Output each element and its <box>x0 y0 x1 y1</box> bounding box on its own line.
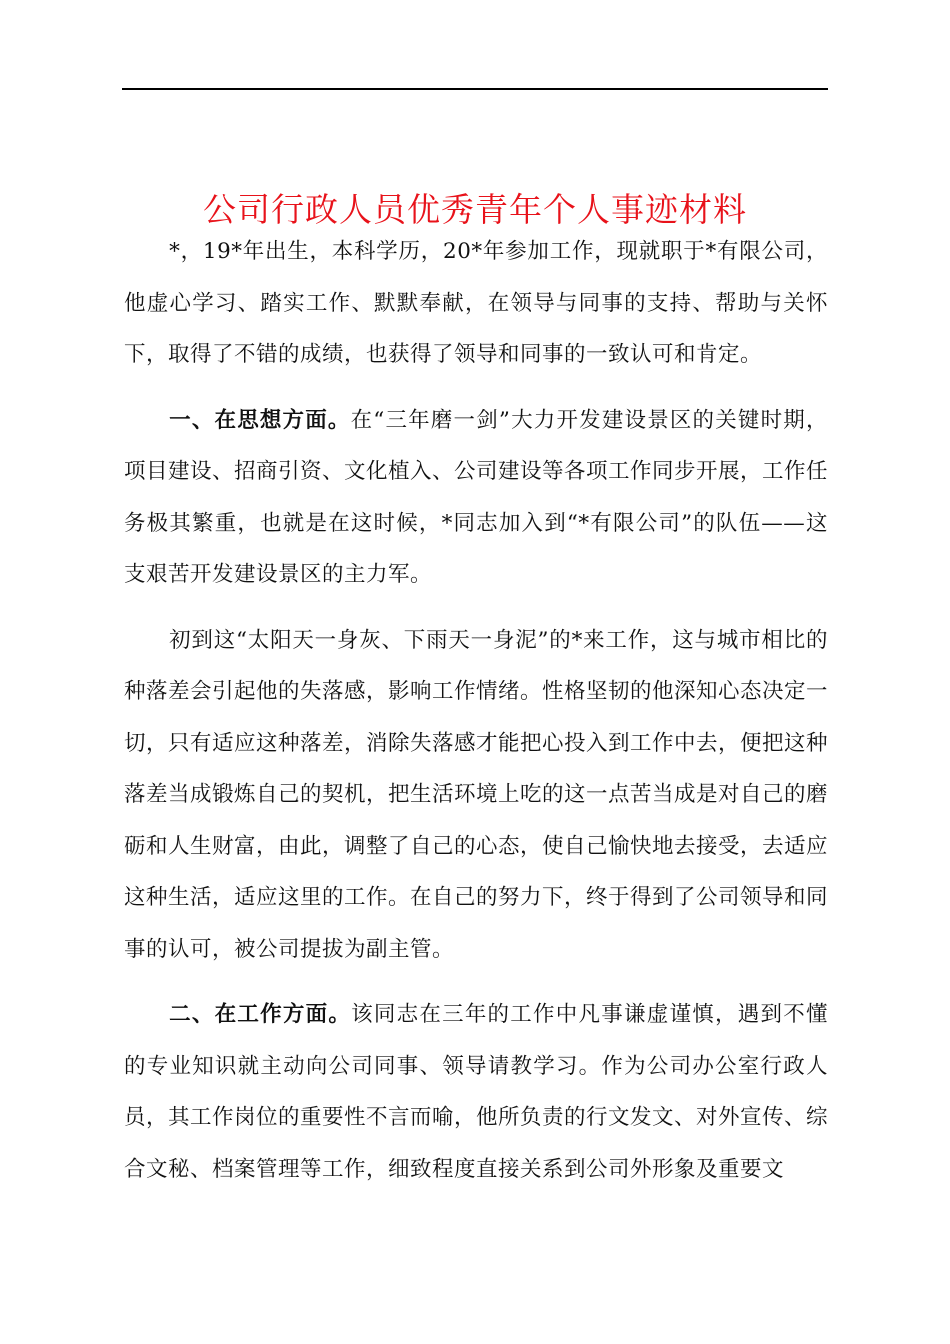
paragraph-text: 在“三年磨一剑”大力开发建设景区的关键时期，项目建设、招商引资、文化植入、公司建设等各项工作同步开展，工作任务极其繁重，也就是在这时候，*同志加入到“*有限公司”的队伍——这支艰苦开发建设景区的主力军。 <box>124 407 829 587</box>
paragraph-text: *，19*年出生，本科学历，20*年参加工作，现就职于*有限公司，他虚心学习、踏实工作、默默奉献，在领导与同事的支持、帮助与关怀下，取得了不错的成绩，也获得了领导和同事的一致认可和肯定。 <box>124 239 828 367</box>
paragraph-lead: 二、在工作方面。 <box>169 1002 352 1027</box>
paragraph-adaptation <box>124 615 828 976</box>
header-rule <box>122 88 828 90</box>
paragraph-intro <box>124 226 828 381</box>
document-title: 公司行政人员优秀青年个人事迹材料 <box>203 190 747 229</box>
paragraph-work <box>124 989 828 1195</box>
paragraph-text: 该同志在三年的工作中凡事谦虚谨慎，遇到不懂的专业知识就主动向公司同事、领导请教学习。作为公司办公室行政人员，其工作岗位的重要性不言而喻，他所负责的行文发文、对外宣传、综合文秘、档案管理等工作，细致程度直接关系到公司外形象及重要文 <box>124 1002 829 1182</box>
paragraph-thought <box>124 395 828 601</box>
paragraph-text: 初到这“太阳天一身灰、下雨天一身泥”的*来工作，这与城市相比的种落差会引起他的失落感，影响工作情绪。性格坚韧的他深知心态决定一切，只有适应这种落差，消除失落感才能把心投入到工作中去，便把这种落差当成锻炼自己的契机，把生活环境上吃的这一点苦当成是对自己的磨砺和人生财富，由此，调整了自己的心态，使自己愉快地去接受，去适应这种生活，适应这里的工作。在自己的努力下，终于得到了公司领导和同事的认可，被公司提拔为副主管。 <box>124 627 829 962</box>
document-body <box>124 226 828 1209</box>
paragraph-lead: 一、在思想方面。 <box>169 407 351 433</box>
